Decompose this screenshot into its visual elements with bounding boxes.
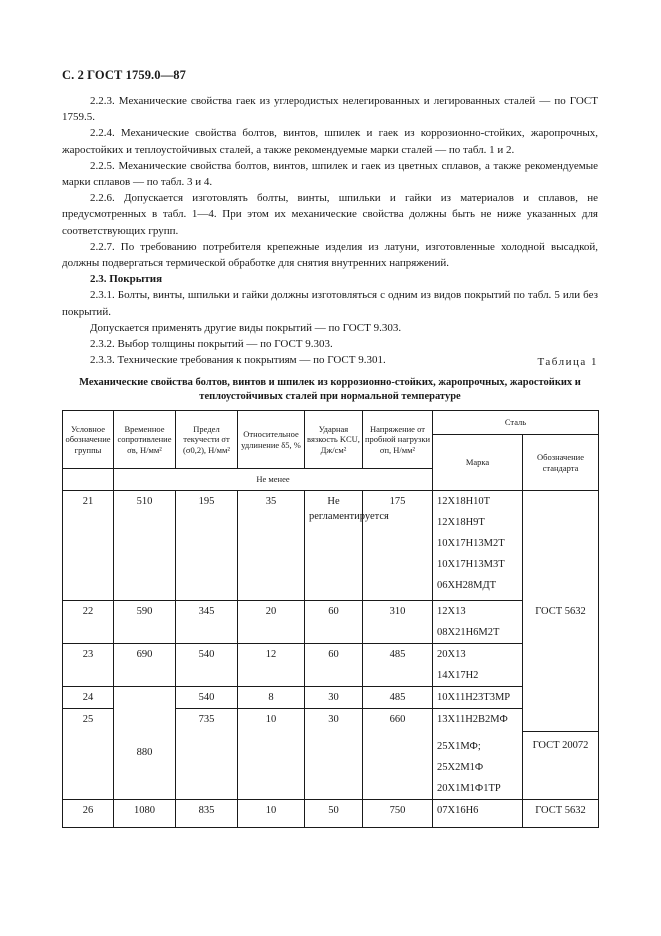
- steel-grade: 25Х1МФ;: [437, 740, 481, 752]
- standard-cell: ГОСТ 20072: [523, 732, 599, 800]
- table-label: Таблица 1: [537, 356, 598, 368]
- header-standard: Обозначение стандарта: [523, 435, 599, 491]
- paragraph: Допускается применять другие виды покрытий — по ГОСТ 9.303.: [90, 321, 402, 334]
- steel-grade: 12Х18Н9Т: [437, 517, 485, 528]
- steel-grade: 20Х13: [437, 649, 466, 660]
- steel-grade: 07Х16Н6: [437, 804, 479, 816]
- section-heading: 2.3. Покрытия: [90, 273, 163, 286]
- table-row: 22 590 345 20 60 310 12Х13 08Х21Н6М2Т: [63, 601, 599, 644]
- steel-grade: 10Х17Н13М2Т: [437, 538, 505, 549]
- header-grade: Марка: [433, 435, 523, 491]
- paragraph: 2.2.3. Механические свойства гаек из углеродистых нелегированных и легированных сталей — по ГОСТ 1759.5.: [62, 95, 598, 124]
- steel-grade: 14Х17Н2: [437, 670, 479, 681]
- table-row: 21 510 195 35 Не регламентируется 175 12Х18Н10Т 12Х18Н9Т 10Х17Н13М2Т 10Х17Н13М3Т 06ХН28МДТ ГОСТ 5632: [63, 491, 599, 601]
- table-row: 23 690 540 12 60 485 20Х13 14Х17Н2: [63, 644, 599, 687]
- paragraph: 2.2.6. Допускается изготовлять болты, винты, шпильки и гайки из материалов и сплавов, не предусмотренных в табл. 1—4. При этом их механические свойства должны быть не ниже указанных для соответствующих групп.: [62, 192, 598, 237]
- table-row: 26 1080 835 10 50 750 07Х16Н6 ГОСТ 5632: [63, 799, 599, 827]
- steel-grade: 12Х13: [437, 606, 466, 617]
- header-steel: Сталь: [433, 411, 599, 435]
- steel-grade: 10Х17Н13М3Т: [437, 559, 505, 570]
- paragraph: 2.2.4. Механические свойства болтов, винтов, шпилек и гаек из коррозионно-стойких, жаропрочных, жаростойких и теплоустойчивых сталей, а также рекомендуемые марки сталей — по табл. 1 и 2.: [62, 127, 598, 156]
- header-tensile: Временное сопротивление σв, Н/мм²: [114, 411, 176, 469]
- paragraph: 2.2.5. Механические свойства болтов, винтов, шпилек и гаек из цветных сплавов, а также рекомендуемые марки сплавов — по табл. 3 и 4.: [62, 159, 598, 189]
- paragraph: 2.3.1. Болты, винты, шпильки и гайки должны изготовляться с одним из видов покрытий по табл. 5 или без покрытий.: [62, 289, 598, 318]
- paragraph: 2.2.7. По требованию потребителя крепежные изделия из латуни, изготовленные холодной высадкой, должны подвергаться термической обработке для снятия внутренних напряжений.: [62, 240, 598, 270]
- steel-grade: 20Х1М1Ф1ТР: [437, 782, 501, 794]
- steel-grade: 12Х18Н10Т: [437, 496, 491, 507]
- page-header: С. 2 ГОСТ 1759.0—87: [62, 68, 186, 82]
- steel-grade: 08Х21Н6М2Т: [437, 627, 500, 638]
- paragraph: 2.3.2. Выбор толщины покрытий — по ГОСТ 9.303.: [90, 338, 333, 351]
- paragraph: 2.3.3. Технические требования к покрытиям — по ГОСТ 9.301.: [90, 354, 386, 367]
- steel-grade: 06ХН28МДТ: [437, 580, 497, 591]
- document-body: [62, 93, 598, 368]
- header-impact: Ударная вязкость KCU, Дж/см²: [305, 411, 363, 469]
- header-elongation: Относительное удлинение δ5, %: [238, 411, 305, 469]
- steel-grade: 13Х11Н2В2МФ: [437, 714, 508, 725]
- table-title: Механические свойства болтов, винтов и шпилек из коррозионно-стойких, жаропрочных, жаростойких и теплоустойчивых сталей при нормальной температуре: [79, 377, 581, 402]
- tensile-merged: 880: [114, 687, 176, 800]
- steel-grade: 10Х11Н23Т3МР: [437, 692, 511, 703]
- header-stress: Напряжение от пробной нагрузки σп, Н/мм²: [363, 411, 433, 469]
- standard-cell: ГОСТ 5632: [523, 799, 599, 827]
- steel-grade: 25Х2М1Ф: [437, 761, 484, 773]
- table-row: 24 880 540 8 30 485 10Х11Н23Т3МР: [63, 687, 599, 709]
- standard-cell: ГОСТ 5632: [523, 491, 599, 732]
- table-row: 25 735 10 30 660 13Х11Н2В2МФ: [63, 709, 599, 732]
- properties-table: [62, 410, 599, 828]
- header-group: Условное обозначение группы: [63, 411, 114, 469]
- header-not-less: Не менее: [114, 469, 433, 491]
- header-yield: Предел текучести σт (σ0,2), Н/мм²: [176, 411, 238, 469]
